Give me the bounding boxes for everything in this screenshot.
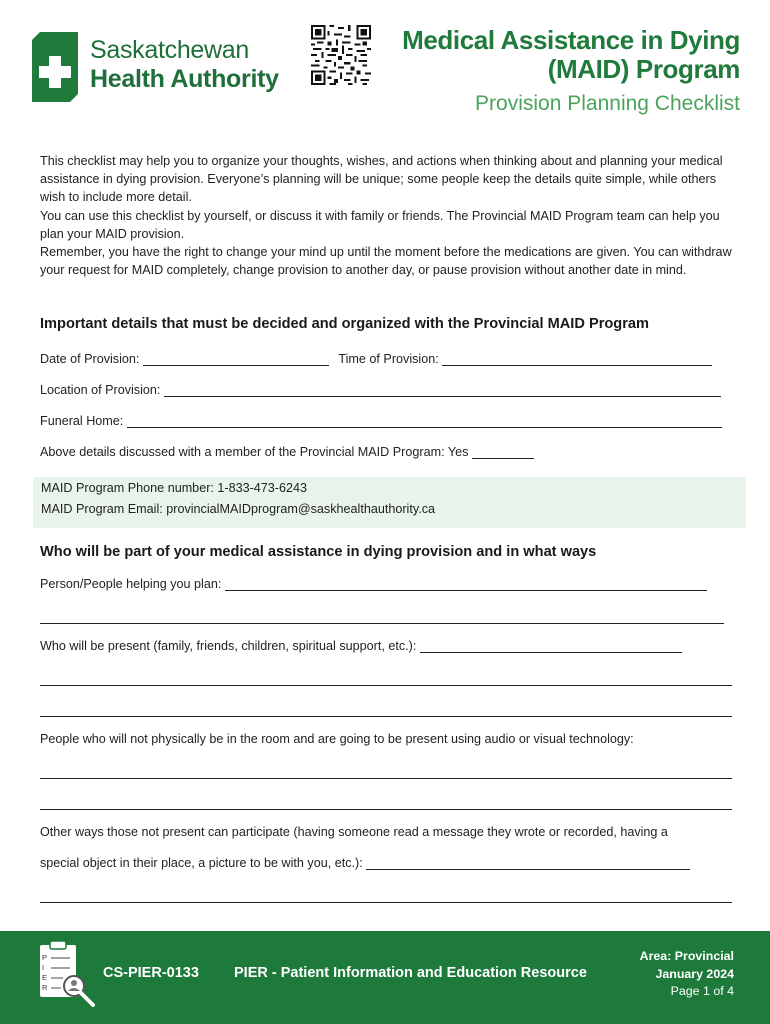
- location-row: [40, 383, 721, 397]
- email-text: MAID Program Email: provincialMAIDprogram@saskhealthauthority.ca: [41, 502, 435, 516]
- virtual-line-1[interactable]: [40, 778, 732, 779]
- logo-line-2: Health Authority: [90, 65, 279, 93]
- discussed-label: Above details discussed with a member of the Provincial MAID Program: Yes: [40, 445, 469, 459]
- intro-paragraph: This checklist may help you to organize your thoughts, wishes, and actions when thinking about and planning your medical assistance in dying provision. Everyone’s planning will be unique; some people keep the details quite simple, while others wish to include more detail.: [40, 154, 723, 205]
- footer-meta: [640, 948, 734, 1001]
- footer-pier: PIER - Patient Information and Education Resource: [234, 965, 587, 981]
- icon-letter-i: I: [42, 963, 45, 972]
- funeral-label: Funeral Home:: [40, 414, 124, 428]
- phone-text: MAID Program Phone number: 1-833-473-6243: [41, 481, 308, 495]
- present-label: Who will be present (family, friends, children, spiritual support, etc.):: [40, 639, 417, 653]
- qr-code[interactable]: [311, 24, 371, 86]
- discussed-yes-field[interactable]: [472, 445, 534, 459]
- intro-paragraph: Remember, you have the right to change your mind up until the moment before the medications are given. You can withdraw your request for MAID completely, change provision to another day, or pause provision without another date in mind.: [40, 245, 732, 278]
- intro-paragraph: You can use this checklist by yourself, or discuss it with family or friends. The Provincial MAID Program team can help you plan your MAID provision.: [40, 208, 720, 241]
- logo-cross-icon: [32, 32, 78, 102]
- virtual-row: [40, 732, 634, 746]
- other-ways-label-1: Other ways those not present can participate (having someone read a message they wrote or recorded, having a: [40, 825, 668, 839]
- footer-page: Page 1 of 4: [670, 984, 734, 999]
- title-line-1: Medical Assistance in Dying: [402, 25, 740, 55]
- icon-letter-e: E: [42, 973, 48, 982]
- other-ways-label-2: special object in their place, a picture to be with you, etc.):: [40, 856, 363, 870]
- time-field[interactable]: [442, 352, 712, 366]
- present-row: [40, 639, 682, 653]
- icon-letter-p: P: [42, 953, 48, 962]
- time-label: Time of Provision:: [338, 352, 439, 366]
- date-field[interactable]: [143, 352, 329, 366]
- document-title: [402, 26, 740, 84]
- discussed-row: [40, 445, 534, 459]
- pier-clipboard-icon: [37, 939, 99, 1007]
- section2-heading: Who will be part of your medical assistance in dying provision and in what ways: [40, 544, 597, 560]
- icon-letter-r: R: [42, 983, 48, 992]
- helping-label: Person/People helping you plan:: [40, 577, 222, 591]
- funeral-field[interactable]: [127, 414, 722, 428]
- title-line-2: (MAID) Program: [547, 54, 740, 84]
- present-line-3[interactable]: [40, 716, 732, 717]
- logo-line-1: Saskatchewan: [90, 36, 249, 64]
- date-time-row: [40, 352, 712, 366]
- other-ways-row-1: [40, 825, 668, 839]
- virtual-line-2[interactable]: [40, 809, 732, 810]
- date-label: Date of Provision:: [40, 352, 140, 366]
- sha-logo: [32, 32, 302, 106]
- present-field[interactable]: [420, 639, 682, 653]
- helping-field[interactable]: [225, 577, 707, 591]
- funeral-row: [40, 414, 722, 428]
- intro-text: [40, 152, 740, 279]
- document-subtitle: Provision Planning Checklist: [475, 92, 740, 115]
- virtual-label: People who will not physically be in the room and are going to be present using audio or visual technology:: [40, 732, 634, 746]
- other-ways-line-2[interactable]: [40, 902, 732, 903]
- helping-row: [40, 577, 707, 591]
- other-ways-field[interactable]: [366, 856, 690, 870]
- footer-date: January 2024: [655, 966, 734, 981]
- footer-code: CS-PIER-0133: [103, 965, 199, 981]
- footer-bar: [0, 931, 770, 1024]
- present-line-2[interactable]: [40, 685, 732, 686]
- location-label: Location of Provision:: [40, 383, 161, 397]
- section1-heading: Important details that must be decided and organized with the Provincial MAID Program: [40, 316, 649, 332]
- footer-area: Area: Provincial: [639, 949, 734, 963]
- helping-line-2[interactable]: [40, 623, 724, 624]
- location-field[interactable]: [164, 383, 721, 397]
- other-ways-row-2: [40, 856, 690, 870]
